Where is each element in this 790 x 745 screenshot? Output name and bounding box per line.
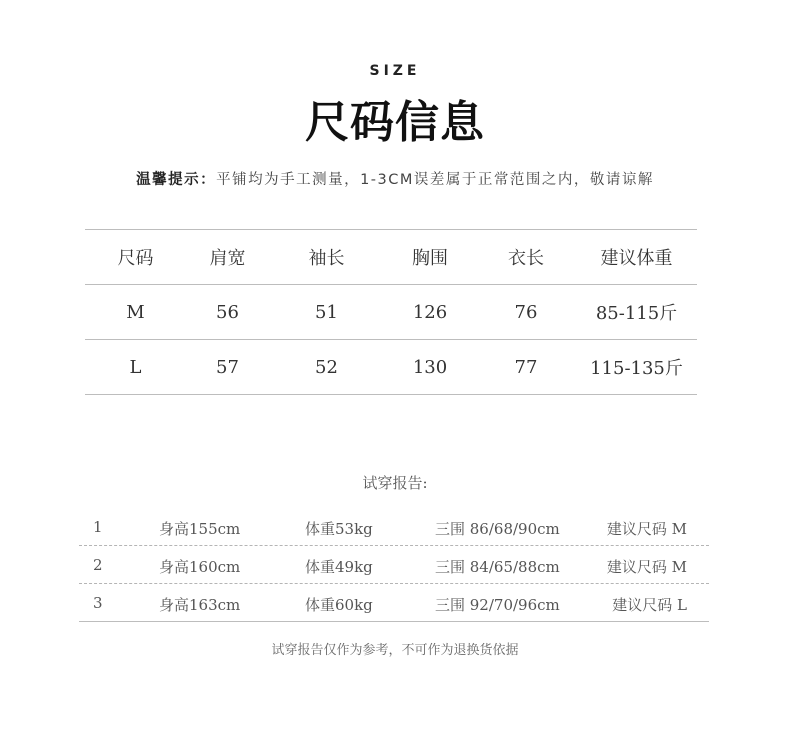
fitting-report <box>79 508 709 622</box>
report-weight: 体重53kg <box>305 520 373 538</box>
report-suggested-size: 建议尺码 M <box>606 520 687 538</box>
header-cell-weight: 建议体重 <box>576 230 697 285</box>
table-cell: 52 <box>269 340 384 395</box>
header-cell-sleeve: 袖长 <box>269 230 384 285</box>
table-cell: 76 <box>476 285 576 340</box>
header-cell-size: 尺码 <box>85 230 186 285</box>
report-title: 试穿报告: <box>362 474 428 492</box>
report-height: 身高155cm <box>159 520 241 538</box>
table-cell: M <box>85 285 186 340</box>
table-cell: 57 <box>186 340 269 395</box>
table-cell: 126 <box>384 285 476 340</box>
report-disclaimer: 试穿报告仅作为参考，不可作为退换货依据 <box>271 643 519 658</box>
report-suggested-size: 建议尺码 M <box>606 558 687 576</box>
size-table-row <box>85 340 697 395</box>
report-weight: 体重60kg <box>305 596 373 614</box>
report-row <box>79 546 709 584</box>
section-eyebrow: SIZE <box>369 63 421 79</box>
size-table-header-row <box>85 230 697 285</box>
report-row <box>79 584 709 622</box>
size-table-row <box>85 285 697 340</box>
table-cell: 77 <box>476 340 576 395</box>
table-cell: 56 <box>186 285 269 340</box>
page-title: 尺码信息 <box>305 97 485 148</box>
table-cell: 85-115斤 <box>576 285 697 340</box>
tip-label: 温馨提示： <box>136 172 217 188</box>
report-number: 2 <box>93 556 103 574</box>
tip-line <box>0 168 790 189</box>
report-height: 身高163cm <box>159 596 241 614</box>
report-number: 1 <box>93 518 103 536</box>
report-number: 3 <box>93 594 103 612</box>
header-cell-chest: 胸围 <box>384 230 476 285</box>
table-cell: 130 <box>384 340 476 395</box>
report-height: 身高160cm <box>159 558 241 576</box>
tip-text: 平铺均为手工测量，1-3CM误差属于正常范围之内，敬请谅解 <box>216 172 654 188</box>
report-measurements: 三围 86/68/90cm <box>435 520 560 538</box>
header-cell-length: 衣长 <box>476 230 576 285</box>
report-measurements: 三围 92/70/96cm <box>435 596 560 614</box>
size-table <box>85 229 697 395</box>
table-cell: 51 <box>269 285 384 340</box>
header-cell-shoulder: 肩宽 <box>186 230 269 285</box>
table-cell: 115-135斤 <box>576 340 697 395</box>
report-weight: 体重49kg <box>305 558 373 576</box>
report-measurements: 三围 84/65/88cm <box>435 558 560 576</box>
report-row <box>79 508 709 546</box>
report-suggested-size: 建议尺码 L <box>612 596 687 614</box>
table-cell: L <box>85 340 186 395</box>
